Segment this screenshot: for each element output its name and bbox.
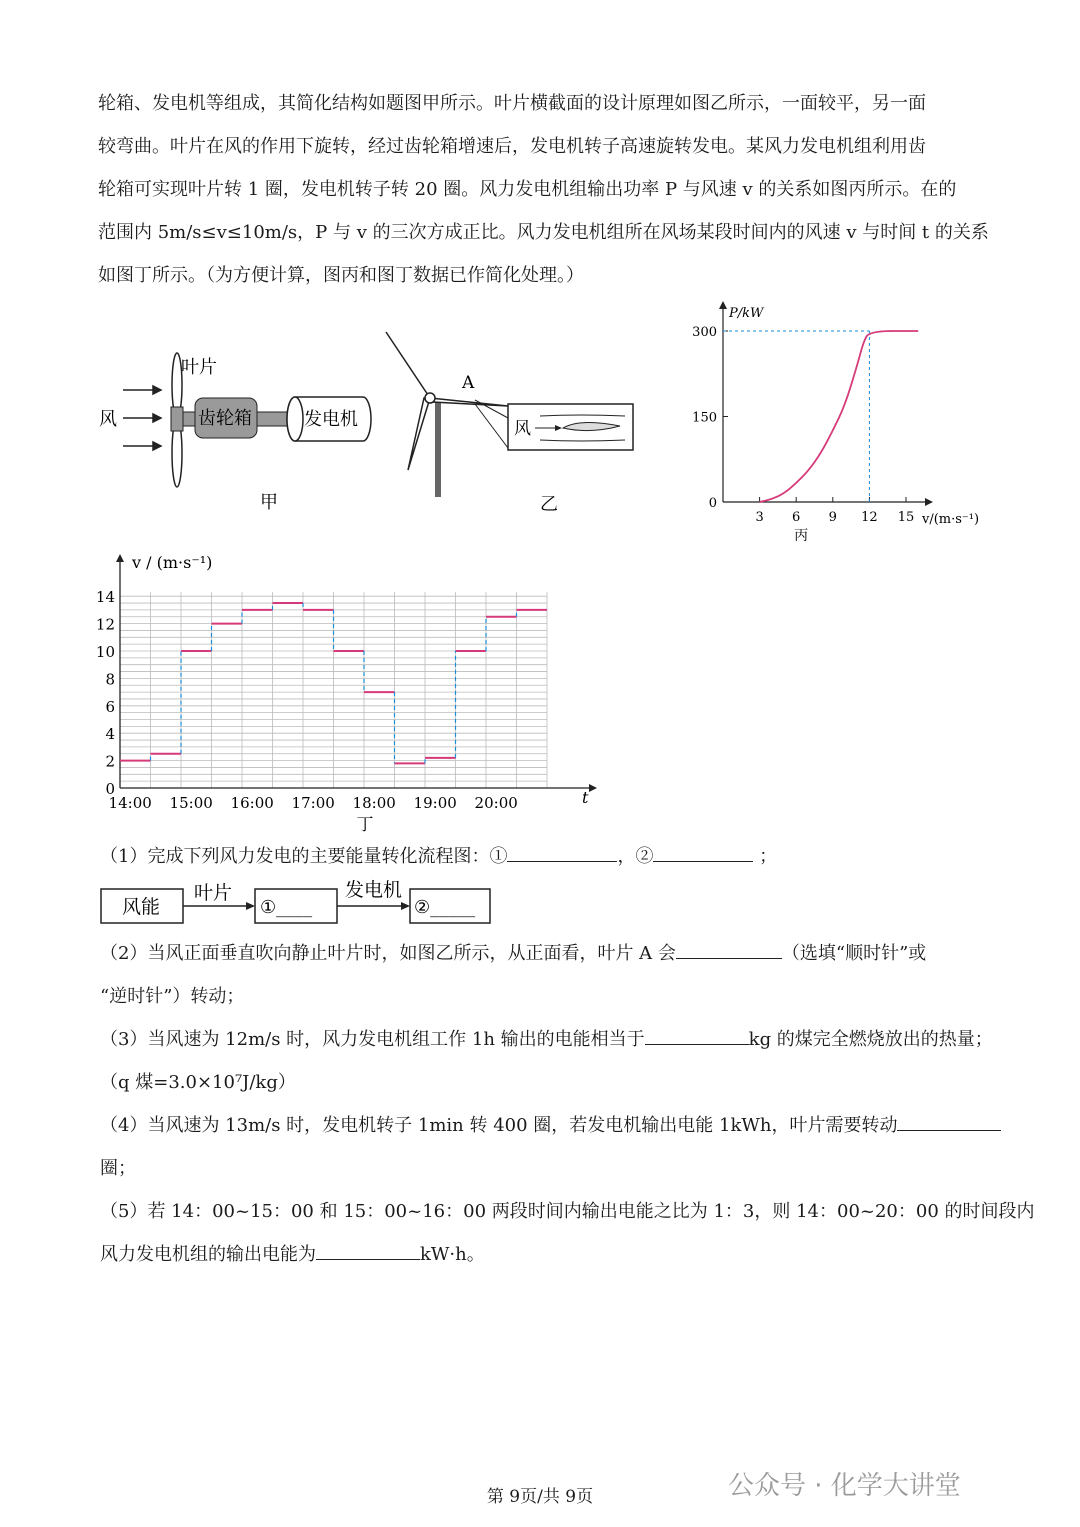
y-tick-label: 2 — [105, 752, 115, 771]
figure-jia-caption: 甲 — [260, 492, 278, 513]
flow-box1-label: ①____ — [260, 897, 313, 918]
detail-line — [475, 404, 508, 448]
y-axis-arrow — [719, 301, 727, 309]
questions-2-5 — [100, 932, 1035, 1276]
y-axis-label: P/kW — [729, 306, 764, 321]
x-axis-arrow — [589, 784, 597, 792]
figure-jia — [95, 345, 385, 520]
q4-blank[interactable] — [897, 1112, 1001, 1131]
chart-caption: 丙 — [794, 528, 809, 544]
q2-line-2: “逆时针”）转动； — [100, 986, 245, 1007]
q2-blank[interactable] — [676, 940, 782, 959]
q5-end-text: kW·h。 — [420, 1244, 485, 1265]
detail-line — [475, 400, 508, 418]
q5-text: 风力发电机组的输出电能为 — [100, 1244, 316, 1265]
y-axis-label: v / (m·s⁻¹) — [132, 553, 213, 572]
y-tick-label: 6 — [105, 697, 115, 716]
q5-blank[interactable] — [316, 1241, 420, 1260]
flow-arrowhead-1 — [246, 902, 255, 910]
x-tick-label: 6 — [792, 510, 801, 525]
x-tick-label: 9 — [828, 510, 837, 525]
tower — [435, 402, 441, 497]
y-tick-label: 4 — [105, 725, 115, 744]
watermark: 公众号 · 化学大讲堂 — [728, 1471, 961, 1501]
x-tick-label: 17:00 — [291, 794, 335, 812]
q3-line-2: （q 煤=3.0×10⁷J/kg） — [100, 1072, 296, 1093]
wind-label: 风 — [99, 409, 117, 430]
x-tick-label: 16:00 — [230, 794, 274, 812]
x-tick-label: 3 — [755, 510, 764, 525]
flow-arrow2-label: 发电机 — [345, 879, 403, 901]
y-tick-label: 8 — [105, 670, 115, 689]
page-footer: 第 9页/共 9页 — [486, 1487, 594, 1507]
y-tick-label: 14 — [95, 588, 115, 607]
flowchart — [100, 875, 500, 935]
q2-end-text: （选填“顺时针”或 — [781, 943, 927, 964]
y-tick-label: 12 — [95, 615, 115, 634]
chart-ding — [95, 548, 605, 838]
chart-bing — [690, 298, 990, 548]
rotor — [386, 332, 508, 470]
y-axis-arrow — [116, 554, 124, 562]
q2-text: （2）当风正面垂直吹向静止叶片时，如图乙所示，从正面看，叶片 A 会 — [100, 943, 676, 964]
q4-line-2: 圈； — [100, 1158, 136, 1179]
y-tick-label: 150 — [692, 410, 717, 426]
q3-blank[interactable] — [645, 1026, 749, 1045]
point-a-label: A — [462, 373, 475, 393]
intro-line: 轮箱可实现叶片转 1 圈，发电机转子转 20 圈。风力发电机组输出功率 P 与风速 v 的关系如图丙所示。在的 — [98, 179, 957, 200]
x-tick-label: 14:00 — [108, 794, 152, 812]
x-tick-label: 15:00 — [169, 794, 213, 812]
q1-blank-1[interactable] — [507, 843, 617, 862]
detail-wind-label: 风 — [514, 419, 531, 439]
q4-text: （4）当风速为 13m/s 时，发电机转子 1min 转 400 圈，若发电机输出电能 1kWh，叶片需要转动 — [100, 1115, 898, 1136]
power-curve — [760, 331, 919, 502]
chart-caption: 丁 — [356, 815, 374, 835]
x-tick-label: 15 — [897, 510, 915, 525]
intro-line: 范围内 5m/s≤v≤10m/s，P 与 v 的三次方成正比。风力发电机组所在风场某段时间内的风速 v 与时间 t 的关系 — [98, 222, 989, 243]
x-tick-label: 20:00 — [474, 794, 518, 812]
wind-arrows — [123, 386, 161, 450]
q1-text: （1）完成下列风力发电的主要能量转化流程图：① — [100, 846, 508, 867]
figure-yi — [380, 330, 640, 520]
x-tick-label: 18:00 — [352, 794, 396, 812]
hub — [171, 407, 183, 431]
flow-arrowhead-2 — [401, 902, 410, 910]
intro-line: 轮箱、发电机等组成，其简化结构如题图甲所示。叶片横截面的设计原理如图乙所示，一面较平，另一面 — [98, 93, 926, 114]
intro-line: 如图丁所示。（为方便计算，图丙和图丁数据已作简化处理。） — [98, 265, 584, 286]
x-axis-arrow — [925, 498, 933, 506]
x-axis-label: t — [582, 788, 589, 807]
flow-start-label: 风能 — [122, 896, 161, 918]
y-tick-label: 0 — [708, 496, 717, 511]
q1-blank-2[interactable] — [653, 843, 753, 862]
q1-mid-text: ，② — [617, 846, 654, 867]
blade-label: 叶片 — [181, 357, 217, 378]
question-1 — [100, 835, 984, 878]
y-tick-label: 300 — [692, 325, 717, 340]
q5-line-1: （5）若 14：00~15：00 和 15：00~16：00 两段时间内输出电能之比为 1：3，则 14：00~20：00 的时间段内 — [100, 1201, 1035, 1222]
hub — [425, 393, 435, 403]
x-tick-label: 19:00 — [413, 794, 457, 812]
q3-end-text: kg 的煤完全燃烧放出的热量； — [748, 1029, 993, 1050]
gearbox-label: 齿轮箱 — [198, 408, 252, 429]
x-tick-label: 12 — [861, 510, 878, 525]
figure-yi-caption: 乙 — [540, 494, 558, 515]
y-tick-label: 10 — [95, 643, 115, 661]
q3-text: （3）当风速为 12m/s 时，风力发电机组工作 1h 输出的电能相当于 — [100, 1029, 645, 1050]
intro-line: 较弯曲。叶片在风的作用下旋转，经过齿轮箱增速后，发电机转子高速旋转发电。某风力发电机组利用齿 — [98, 136, 926, 157]
y-tick-label: 0 — [105, 780, 115, 798]
flow-arrow1-label: 叶片 — [194, 882, 233, 904]
generator-end — [287, 397, 303, 441]
intro-paragraph — [98, 82, 989, 297]
x-axis-label: v/(m·s⁻¹) — [922, 512, 980, 527]
q1-end-text: ； — [753, 846, 778, 867]
generator-label: 发电机 — [304, 409, 358, 430]
flow-box2-label: ②_____ — [414, 897, 476, 918]
